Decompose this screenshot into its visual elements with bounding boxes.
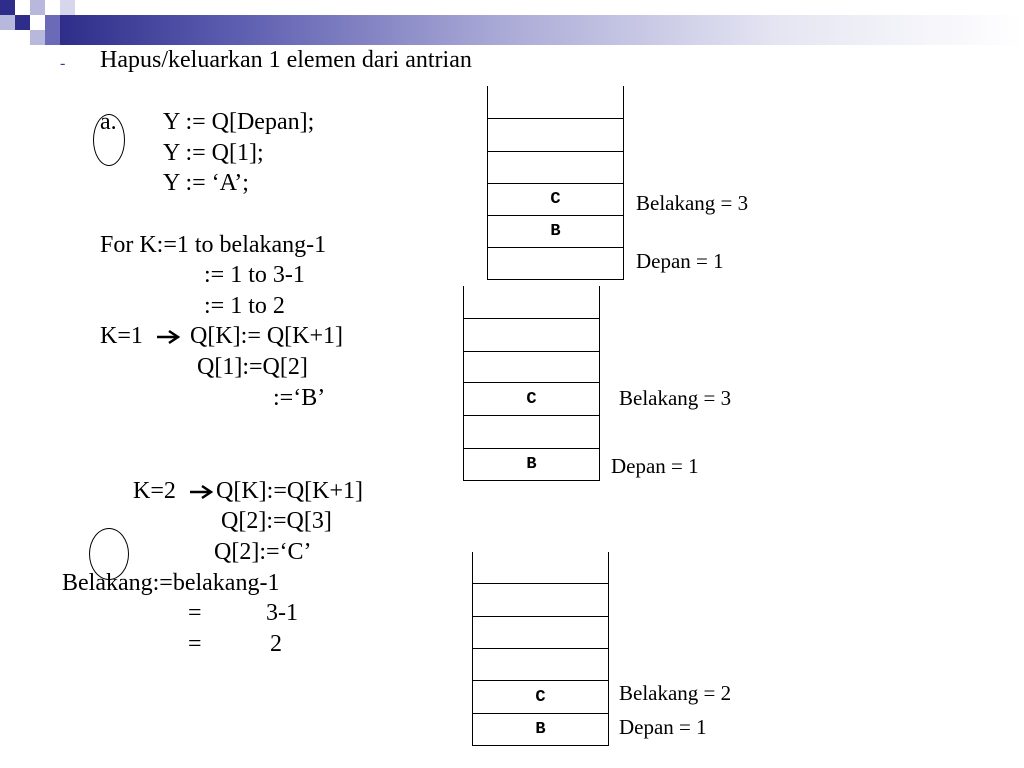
queue-cell: C: [472, 681, 609, 714]
code-line: Y := Q[Depan];: [163, 109, 315, 135]
belakang-label: Belakang = 3: [619, 386, 732, 410]
queue-cell: [463, 350, 600, 383]
slide-heading: Hapus/keluarkan 1 elemen dari antrian: [100, 47, 472, 73]
code-line: :=‘B’: [273, 385, 326, 411]
code-line: =: [188, 631, 202, 657]
depan-label: Depan = 1: [636, 249, 724, 273]
code-line: 2: [270, 631, 282, 657]
code-line: Y := ‘A’;: [163, 170, 249, 196]
belakang-label: Belakang = 2: [619, 681, 732, 705]
queue-cell: [487, 86, 624, 118]
queue-cell: [463, 416, 600, 449]
depan-label: Depan = 1: [611, 454, 699, 478]
code-line: For K:=1 to belakang-1: [100, 232, 327, 258]
queue-cell: [472, 616, 609, 649]
queue-cell: B: [463, 448, 600, 481]
header-gradient-bar: [60, 15, 1024, 45]
queue-cell: [487, 118, 624, 152]
code-line: := 1 to 2: [204, 293, 285, 319]
code-line: Q[2]:=‘C’: [214, 539, 312, 565]
queue-cell: [463, 318, 600, 352]
queue-cell: B: [487, 215, 624, 248]
code-line: Q[K]:= Q[K+1]: [190, 323, 344, 349]
depan-label: Depan = 1: [619, 715, 707, 739]
queue-cell: C: [487, 183, 624, 216]
queue-cell: [463, 286, 600, 318]
code-line: 3-1: [266, 600, 298, 626]
queue-cell: C: [463, 383, 600, 416]
code-line: K=1: [100, 323, 143, 349]
queue-cell: B: [472, 713, 609, 746]
queue-cell: [487, 247, 624, 280]
code-line: Q[2]:=Q[3]: [221, 508, 332, 534]
right-arrow-icon: [188, 484, 214, 500]
queue-diagram-1: [487, 86, 624, 279]
queue-cell: [472, 583, 609, 617]
code-line: Belakang:=belakang-1: [62, 570, 280, 596]
code-line: := 1 to 3-1: [204, 262, 305, 288]
bullet-marker: -: [60, 55, 66, 72]
queue-cell: [487, 151, 624, 184]
step-a-label: a.: [100, 109, 117, 135]
code-line: K=2: [133, 478, 176, 504]
queue-diagram-2: [463, 286, 600, 480]
code-line: Q[1]:=Q[2]: [197, 354, 308, 380]
queue-cell: [472, 552, 609, 583]
code-line: Q[K]:=Q[K+1]: [216, 478, 364, 504]
queue-cell: [472, 648, 609, 681]
belakang-label: Belakang = 3: [636, 191, 749, 215]
right-arrow-icon: [155, 329, 181, 345]
code-line: Y := Q[1];: [163, 140, 264, 166]
code-line: =: [188, 600, 202, 626]
queue-diagram-3: [472, 552, 609, 746]
